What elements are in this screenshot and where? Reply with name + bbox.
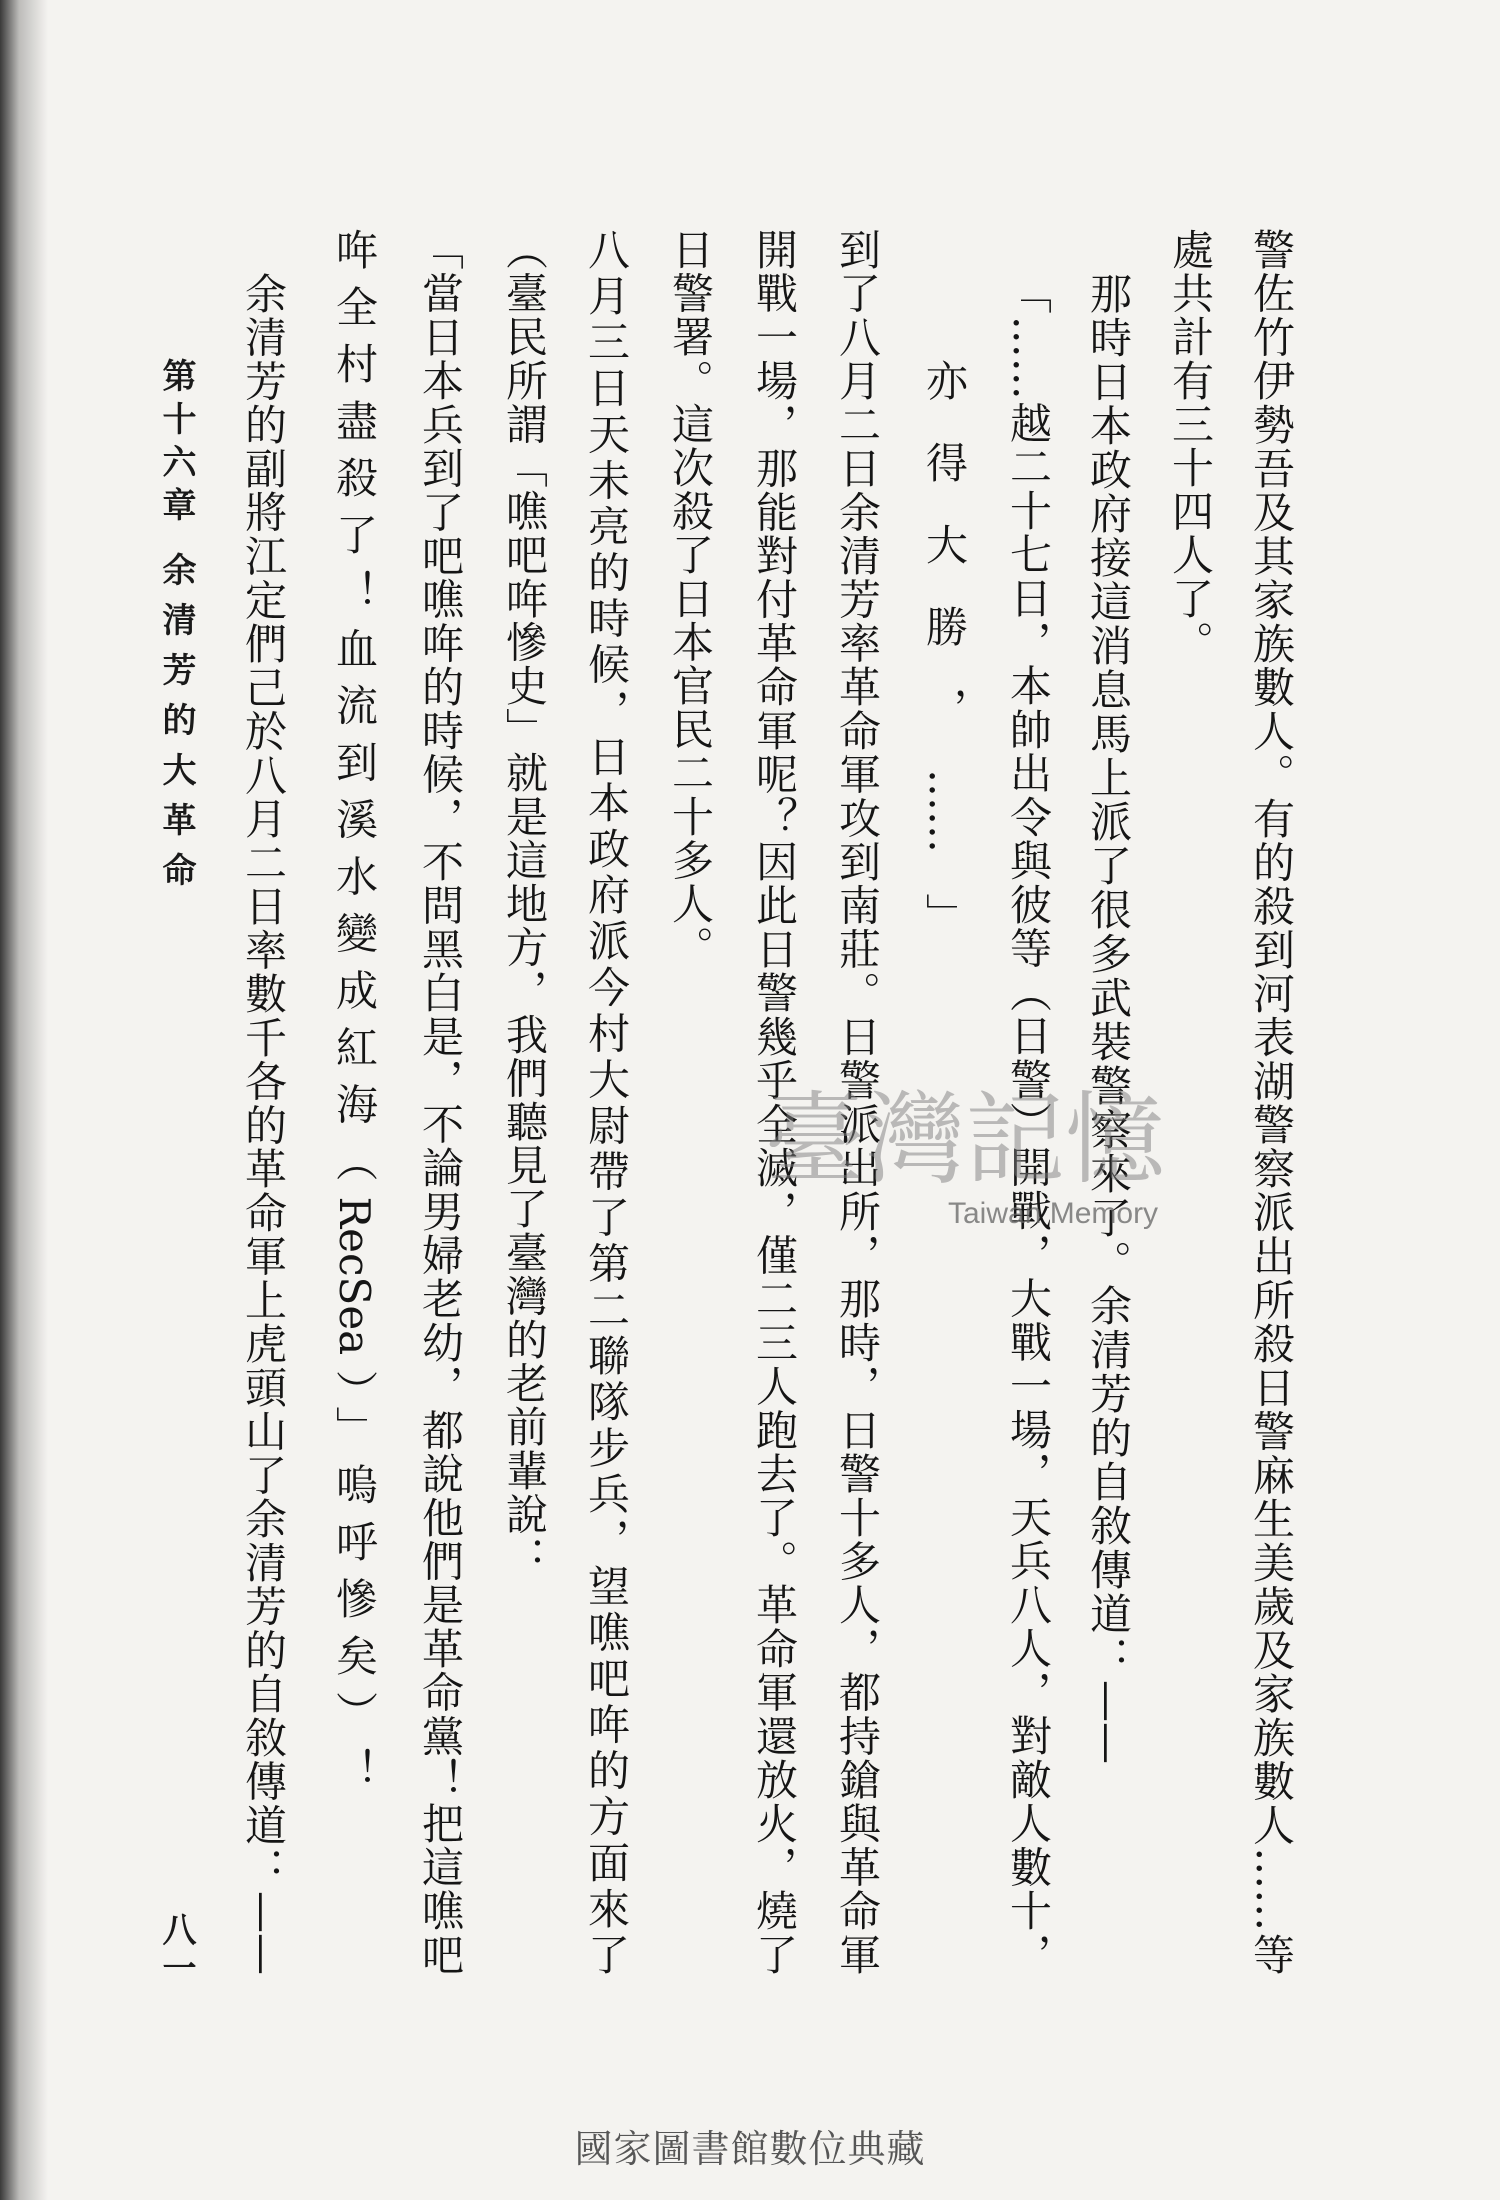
text-column-13: 余清芳的副將江定們己於八月二日率數千各的革命軍上虎頭山了余清芳的自敘傳道：——: [239, 272, 288, 1975]
text-column-1: 警佐竹伊勢吾及其家族數人。有的殺到河表湖警察派出所殺日警麻生美歲及家族數人……等: [1247, 228, 1296, 1975]
text-column-9: 八月三日天未亮的時候，日本政府派今村大尉帶了第二聯隊步兵，望噍吧哖的方面來了: [582, 228, 631, 1975]
text-column-5: 亦得大勝，……」: [920, 359, 969, 935]
archive-footer-label: 國家圖書館數位典藏: [574, 2127, 926, 2171]
page-number: 八一: [156, 1912, 196, 1988]
text-column-10: （臺民所謂「噍吧哖慘史」就是這地方，我們聽見了臺灣的老前輩說：: [500, 228, 549, 1580]
text-column-3: 那時日本政府接這消息馬上派了很多武裝警察來了。余清芳的自敘傳道：——: [1084, 272, 1133, 1764]
chapter-title: 余清芳的大革命: [156, 552, 196, 902]
text-column-6: 到了八月二日余清芳率革命軍攻到南莊。日警派出所，那時，日警十多人，都持鎗與革命軍: [833, 228, 882, 1975]
text-column-12: 哖全村盡殺了！血流到溪水變成紅海（RecSea）」嗚呼慘矣）！: [330, 228, 379, 1790]
watermark-logo-text: 臺灣記憶: [765, 1081, 1165, 1198]
chapter-header: [150, 358, 202, 902]
text-column-7: 開戰一場，那能對付革命軍呢？因此日警幾乎全滅，僅二三人跑去了。革命軍還放火，燒了: [750, 228, 799, 1975]
watermark-subtitle: Taiwan Memory: [948, 1197, 1159, 1230]
text-column-2: 處共計有三十四人了。: [1166, 228, 1215, 664]
text-column-8: 日警署。這次殺了日本官民二十多人。: [666, 228, 715, 970]
binding-shadow: [0, 0, 48, 2200]
chapter-number: 第十六章: [156, 358, 196, 530]
text-column-11: 「當日本兵到了吧噍哖的時候，不問黑白是，不論男婦老幼，都說他們是革命黨！把這噍吧: [416, 228, 465, 1975]
taiwan-memory-watermark: [765, 1080, 1195, 1250]
text-column-4: 「……越二十七日，本帥出令與彼等（日警）開戰，大戰一場，天兵八人，對敵人數十，: [1004, 272, 1053, 1975]
